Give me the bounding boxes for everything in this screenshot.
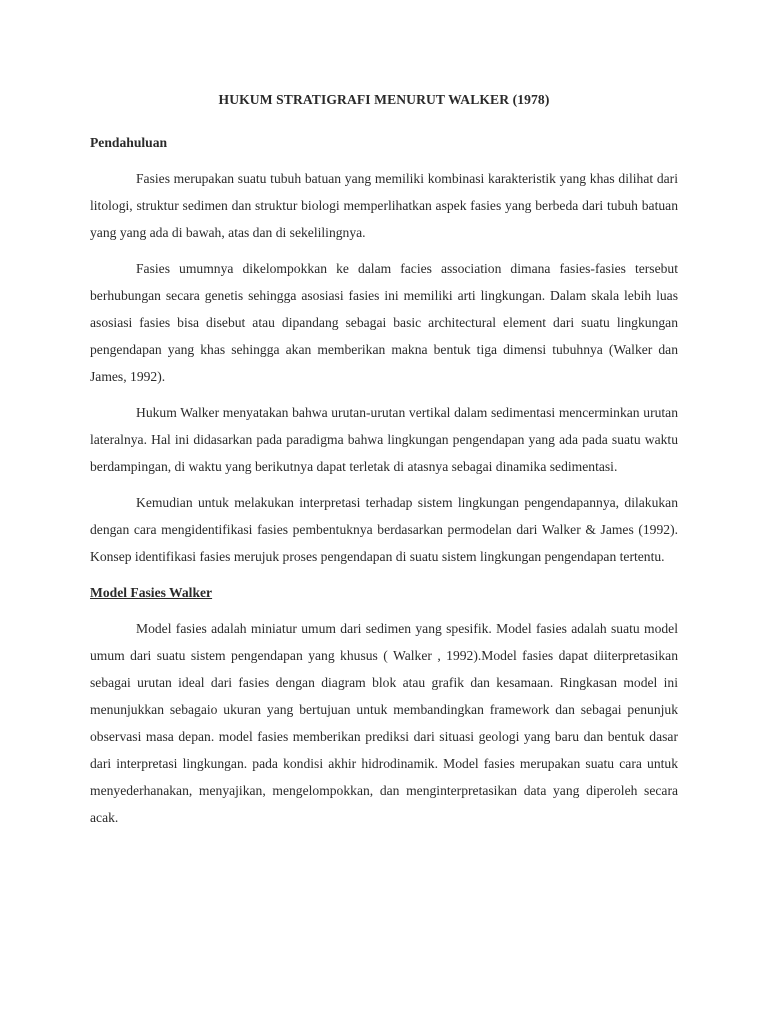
paragraph: Model fasies adalah miniatur umum dari sedimen yang spesifik. Model fasies adalah suatu model umum dari suatu sistem pengendapan yang khusus ( Walker , 1992).Model fasies dapat diiterpretasikan sebagai urutan ideal dari fasies dengan diagram blok atau grafik dan kesamaan. Ringkasan model ini menunjukkan sebagaio ukuran yang bertujuan untuk membandingkan framework dan sebagai penunjuk observasi masa depan. model fasies memberikan prediksi dari situasi geologi yang baru dan bentuk dasar dari interpretasi lingkungan. pada kondisi akhir hidrodinamik. Model fasies merupakan suatu cara untuk menyederhanakan, menyajikan, mengelompokkan, dan menginterpretasikan data yang diperoleh secara acak. — [90, 621, 678, 825]
section-heading-model-fasies-walker: Model Fasies Walker — [90, 585, 213, 600]
document-page — [90, 86, 678, 840]
paragraph: Kemudian untuk melakukan interpretasi terhadap sistem lingkungan pengendapannya, dilakukan dengan cara mengidentifikasi fasies pembentuknya berdasarkan permodelan dari Walker & James (1992). Konsep identifikasi fasies merujuk proses pengendapan di suatu sistem lingkungan pengendapan tertentu. — [90, 495, 678, 564]
section-heading-pendahuluan: Pendahuluan — [90, 135, 168, 150]
paragraph: Fasies merupakan suatu tubuh batuan yang memiliki kombinasi karakteristik yang khas dilihat dari litologi, struktur sedimen dan struktur biologi memperlihatkan aspek fasies yang berbeda dari tubuh batuan yang yang ada di bawah, atas dan di sekelilingnya. — [90, 171, 678, 240]
paragraph: Fasies umumnya dikelompokkan ke dalam facies association dimana fasies-fasies tersebut berhubungan secara genetis sehingga asosiasi fasies ini memiliki arti lingkungan. Dalam skala lebih luas asosiasi fasies bisa disebut atau dipandang sebagai basic architectural element dari suatu lingkungan pengendapan yang khas sehingga akan memberikan makna bentuk tiga dimensi tubuhnya (Walker dan James, 1992). — [90, 261, 678, 384]
document-title: HUKUM STRATIGRAFI MENURUT WALKER (1978) — [218, 92, 550, 107]
paragraph: Hukum Walker menyatakan bahwa urutan-urutan vertikal dalam sedimentasi mencerminkan urutan lateralnya. Hal ini didasarkan pada paradigma bahwa lingkungan pengendapan yang ada pada suatu waktu berdampingan, di waktu yang berikutnya dapat terletak di atasnya sebagai dinamika sedimentasi. — [90, 405, 678, 474]
